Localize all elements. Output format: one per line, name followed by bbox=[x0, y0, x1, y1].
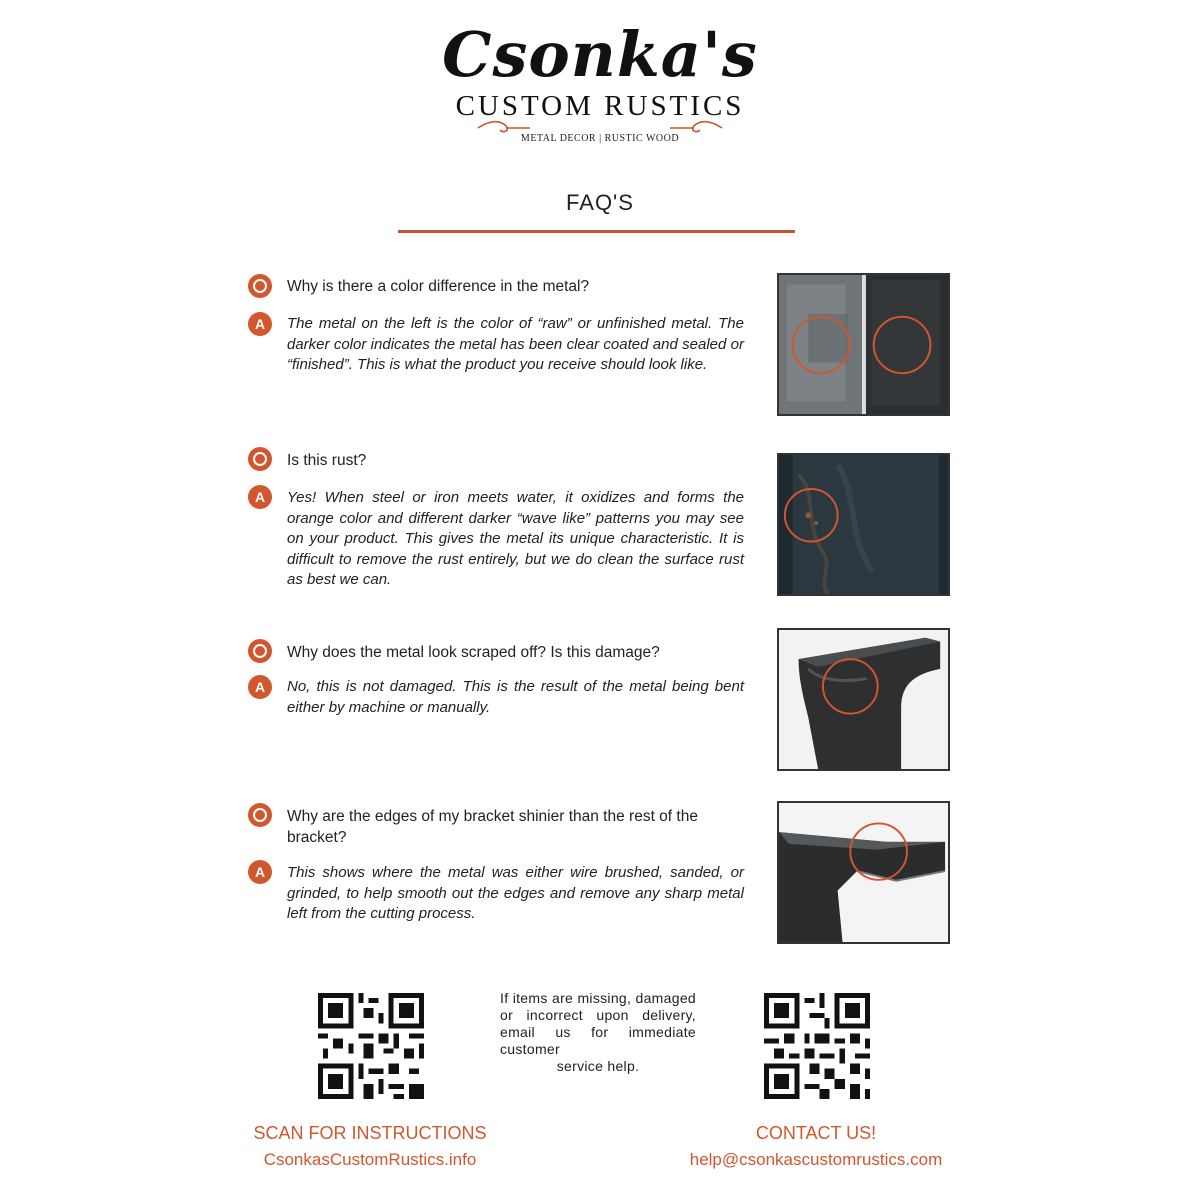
raw-vs-finished-metal-photo bbox=[777, 273, 950, 416]
bent-metal-photo bbox=[777, 628, 950, 771]
email-link[interactable]: help@csonkascustomrustics.com bbox=[689, 1150, 943, 1169]
faq-answer: No, this is not damaged. This is the result of the metal being bent either by machine or manually. bbox=[287, 678, 744, 716]
faq-question: Is this rust? bbox=[287, 452, 367, 469]
title-divider bbox=[398, 230, 795, 233]
scan-instructions-label: SCAN FOR INSTRUCTIONS bbox=[253, 1123, 487, 1143]
faq-question: Why does the metal look scraped off? Is this damage? bbox=[287, 644, 660, 661]
brand-name: CUSTOM RUSTICS bbox=[455, 90, 745, 122]
brand-tagline: METAL DECOR | RUSTIC WOOD bbox=[520, 133, 680, 144]
faq-question: Why is there a color difference in the metal? bbox=[287, 278, 590, 295]
support-note-last-line: service help. bbox=[556, 1058, 640, 1074]
question-badge-icon bbox=[248, 639, 272, 663]
faq-question: Why are the edges of my bracket shinier than the rest of the bracket? bbox=[287, 808, 698, 846]
answer-badge-icon: A bbox=[248, 312, 272, 336]
support-note bbox=[500, 990, 696, 1075]
brand-script-name: Csonka's bbox=[442, 18, 758, 91]
bracket-edge-photo bbox=[777, 801, 950, 944]
qr-code-icon[interactable] bbox=[318, 993, 424, 1099]
question-badge-icon bbox=[248, 447, 272, 471]
faq-answer: Yes! When steel or iron meets water, it oxidizes and forms the orange color and different darker “wave like” patterns you may see on your product. This gives the metal its unique characteristic. It is difficult to remove the rust entirely, but we do clean the surface rust as best we can. bbox=[287, 489, 744, 588]
answer-badge-icon: A bbox=[248, 485, 272, 509]
qr-code-icon[interactable] bbox=[764, 993, 870, 1099]
contact-us-label: CONTACT US! bbox=[755, 1123, 877, 1143]
faq-answer: The metal on the left is the color of “raw” or unfinished metal. The darker color indicates the metal has been clear coated and sealed or “finished”. This is what the product you receive should look like. bbox=[287, 315, 744, 373]
faq-answer: This shows where the metal was either wire brushed, sanded, or grinded, to help smooth out the edges and remove any sharp metal left from the cutting process. bbox=[287, 864, 744, 922]
support-note-body: If items are missing, damaged or incorrect upon delivery, email us for immediate customer bbox=[500, 990, 696, 1057]
page-title: FAQ'S bbox=[566, 190, 634, 215]
question-badge-icon bbox=[248, 274, 272, 298]
answer-badge-icon: A bbox=[248, 675, 272, 699]
answer-badge-icon: A bbox=[248, 860, 272, 884]
rust-pattern-photo bbox=[777, 453, 950, 596]
question-badge-icon bbox=[248, 803, 272, 827]
website-link[interactable]: CsonkasCustomRustics.info bbox=[263, 1150, 477, 1169]
